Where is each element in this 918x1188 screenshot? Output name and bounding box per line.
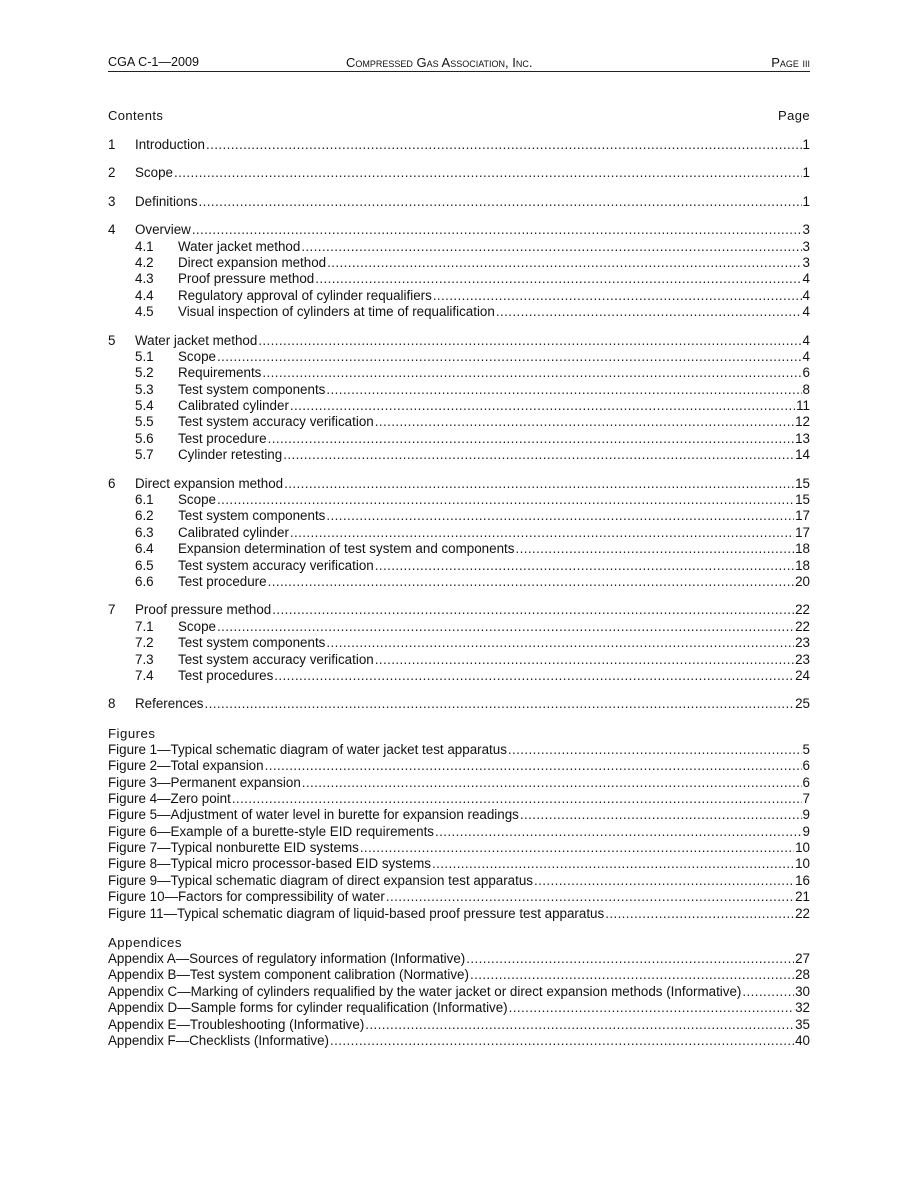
dot-leader	[330, 1033, 794, 1049]
dot-leader	[742, 984, 794, 1000]
entry-page-number: 32	[795, 1000, 810, 1016]
toc-subentry[interactable]	[108, 382, 810, 398]
entry-title: Test system accuracy verification	[178, 414, 374, 430]
dot-leader	[326, 382, 801, 398]
entry-title: Overview	[135, 222, 191, 238]
entry-title: Appendix C—Marking of cylinders requalified by the water jacket or direct expansion methods (Informative)	[108, 983, 742, 999]
toc-subentry[interactable]	[108, 492, 810, 508]
entry-title: Appendix E—Troubleshooting (Informative)	[108, 1016, 365, 1032]
entry-page-number: 8	[802, 381, 810, 397]
entry-page-number: 17	[795, 508, 810, 524]
dot-leader	[605, 906, 794, 922]
entry-page-number: 27	[795, 951, 810, 967]
dot-leader	[326, 635, 794, 651]
dot-leader	[432, 856, 794, 872]
entry-title: Figure 2—Total expansion	[108, 758, 264, 774]
entry-number: 6.1	[135, 492, 154, 508]
toc-entry[interactable]	[108, 222, 810, 238]
dot-leader	[435, 824, 802, 840]
dot-leader	[520, 807, 802, 823]
toc-subentry[interactable]	[108, 635, 810, 651]
dot-leader	[272, 602, 794, 618]
entry-title: Figure 9—Typical schematic diagram of direct expansion test apparatus	[108, 872, 533, 888]
entry-number: 5	[108, 332, 116, 348]
figures-list	[108, 725, 810, 922]
entry-title: Regulatory approval of cylinder requalifiers	[178, 287, 432, 303]
entry-title: Proof pressure method	[178, 271, 315, 287]
entry-page-number: 7	[802, 790, 810, 806]
entry-title: Test procedure	[178, 573, 267, 589]
toc-subentry[interactable]	[108, 414, 810, 430]
entry-title: Test procedure	[178, 430, 267, 446]
toc-section	[108, 602, 810, 684]
figure-entry[interactable]	[108, 807, 810, 823]
entry-title: Test system accuracy verification	[178, 557, 374, 573]
entry-number: 4.3	[135, 271, 154, 287]
entry-title: Test system components	[178, 508, 326, 524]
entry-page-number: 6	[802, 758, 810, 774]
entry-title: Test system components	[178, 635, 326, 651]
table-of-contents	[108, 137, 810, 1061]
entry-title: Proof pressure method	[135, 602, 272, 618]
header-organization: Compressed Gas Association, Inc.	[346, 55, 533, 70]
toc-section	[108, 333, 810, 464]
entry-title: Figure 5—Adjustment of water level in burette for expansion readings	[108, 807, 519, 823]
toc-entry[interactable]	[108, 476, 810, 492]
toc-subentry[interactable]	[108, 619, 810, 635]
entry-title: Scope	[178, 618, 216, 634]
entry-number: 6.6	[135, 573, 154, 589]
entry-title: Figure 8—Typical micro processor-based EID systems	[108, 856, 431, 872]
toc-subentry[interactable]	[108, 574, 810, 590]
dot-leader	[365, 1017, 794, 1033]
entry-title: Figure 11—Typical schematic diagram of liquid-based proof pressure test apparatus	[108, 905, 605, 921]
entry-page-number: 4	[802, 304, 810, 320]
entry-title: Expansion determination of test system and components	[178, 541, 515, 557]
entry-page-number: 28	[795, 967, 810, 983]
dot-leader	[509, 1000, 794, 1016]
toc-entry[interactable]	[108, 602, 810, 618]
entry-title: Scope	[178, 492, 216, 508]
toc-subentry[interactable]	[108, 558, 810, 574]
dot-leader	[386, 889, 794, 905]
entry-page-number: 18	[795, 541, 810, 557]
entry-page-number: 22	[795, 618, 810, 634]
dot-leader	[217, 492, 794, 508]
dot-leader	[217, 619, 794, 635]
toc-subentry[interactable]	[108, 652, 810, 668]
toc-subentry[interactable]	[108, 304, 810, 320]
toc-entry[interactable]	[108, 165, 810, 181]
entry-page-number: 1	[802, 193, 810, 209]
appendices-heading: Appendices	[108, 935, 182, 951]
figure-entry[interactable]	[108, 824, 810, 840]
entry-title: Appendix F—Checklists (Informative)	[108, 1032, 330, 1048]
entry-page-number: 4	[802, 271, 810, 287]
entry-title: Direct expansion method	[135, 475, 284, 491]
figure-entry[interactable]	[108, 906, 810, 922]
entry-page-number: 23	[795, 635, 810, 651]
dot-leader	[199, 194, 802, 210]
entry-title: Calibrated cylinder	[178, 524, 289, 540]
entry-page-number: 18	[795, 557, 810, 573]
dot-leader	[360, 840, 794, 856]
entry-number: 6	[108, 475, 116, 491]
toc-section	[108, 222, 810, 320]
toc-subentry[interactable]	[108, 508, 810, 524]
entry-number: 5.6	[135, 430, 154, 446]
dot-leader	[327, 255, 801, 271]
appendix-entry[interactable]	[108, 951, 810, 967]
figure-entry[interactable]	[108, 775, 810, 791]
entry-number: 4	[108, 222, 116, 238]
toc-entry[interactable]	[108, 194, 810, 210]
entry-title: Figure 6—Example of a burette-style EID requirements	[108, 823, 434, 839]
toc-entry[interactable]	[108, 137, 810, 153]
toc-subentry[interactable]	[108, 255, 810, 271]
dot-leader	[433, 288, 802, 304]
dot-leader	[217, 349, 802, 365]
entry-page-number: 4	[802, 348, 810, 364]
entry-page-number: 30	[795, 983, 810, 999]
entry-title: Test system accuracy verification	[178, 651, 374, 667]
entry-title: Figure 10—Factors for compressibility of water	[108, 889, 385, 905]
entry-number: 4.2	[135, 254, 154, 270]
entry-title: Figure 3—Permanent expansion	[108, 774, 301, 790]
toc-subentry[interactable]	[108, 288, 810, 304]
entry-title: Figure 1—Typical schematic diagram of water jacket test apparatus	[108, 741, 507, 757]
entry-page-number: 17	[795, 524, 810, 540]
entry-number: 5.1	[135, 348, 154, 364]
entry-number: 5.4	[135, 398, 154, 414]
entry-page-number: 4	[802, 287, 810, 303]
entry-number: 5.2	[135, 365, 154, 381]
toc-section	[108, 696, 810, 712]
dot-leader	[290, 525, 794, 541]
appendices-list	[108, 934, 810, 1049]
entry-number: 5.7	[135, 447, 154, 463]
entry-title: References	[135, 696, 204, 712]
entry-page-number: 9	[802, 823, 810, 839]
toc-section	[108, 137, 810, 153]
figure-entry[interactable]	[108, 742, 810, 758]
entry-number: 8	[108, 696, 116, 712]
toc-subentry[interactable]	[108, 525, 810, 541]
appendix-entry[interactable]	[108, 967, 810, 983]
toc-subentry[interactable]	[108, 398, 810, 414]
dot-leader	[466, 951, 794, 967]
entry-number: 7	[108, 602, 116, 618]
entry-page-number: 14	[795, 447, 810, 463]
toc-subentry[interactable]	[108, 431, 810, 447]
toc-subentry[interactable]	[108, 541, 810, 557]
dot-leader	[174, 165, 802, 181]
dot-leader	[496, 304, 802, 320]
entry-number: 3	[108, 193, 116, 209]
entry-page-number: 15	[795, 492, 810, 508]
dot-leader	[283, 447, 794, 463]
figures-heading: Figures	[108, 725, 156, 741]
entry-page-number: 10	[795, 856, 810, 872]
dot-leader	[204, 696, 794, 712]
entry-page-number: 13	[795, 430, 810, 446]
toc-subentry[interactable]	[108, 239, 810, 255]
entry-page-number: 40	[795, 1032, 810, 1048]
appendix-entry[interactable]	[108, 1033, 810, 1049]
toc-entry[interactable]	[108, 333, 810, 349]
dot-leader	[258, 333, 801, 349]
entry-title: Water jacket method	[178, 238, 301, 254]
toc-subentry[interactable]	[108, 365, 810, 381]
entry-page-number: 22	[795, 602, 810, 618]
entry-title: Definitions	[135, 193, 198, 209]
entry-page-number: 12	[795, 414, 810, 430]
entry-page-number: 10	[795, 840, 810, 856]
dot-leader	[515, 541, 794, 557]
entry-page-number: 6	[802, 774, 810, 790]
entry-title: Cylinder retesting	[178, 447, 283, 463]
entry-title: Figure 7—Typical nonburette EID systems	[108, 840, 359, 856]
entry-title: Calibrated cylinder	[178, 398, 289, 414]
figure-entry[interactable]	[108, 840, 810, 856]
contents-page-label: Page	[778, 108, 810, 123]
toc-section	[108, 194, 810, 210]
dot-leader	[206, 137, 802, 153]
entry-title: Direct expansion method	[178, 254, 327, 270]
toc-subentry[interactable]	[108, 271, 810, 287]
entry-page-number: 22	[795, 905, 810, 921]
dot-leader	[508, 742, 802, 758]
entry-number: 7.3	[135, 651, 154, 667]
entry-page-number: 21	[795, 889, 810, 905]
entry-page-number: 11	[796, 398, 810, 414]
entry-number: 4.5	[135, 304, 154, 320]
entry-page-number: 24	[795, 667, 810, 683]
dot-leader	[315, 271, 801, 287]
entry-number: 7.1	[135, 618, 154, 634]
entry-page-number: 35	[795, 1016, 810, 1032]
entry-title: Test system components	[178, 381, 326, 397]
entry-number: 4.4	[135, 287, 154, 303]
entry-title: Scope	[178, 348, 216, 364]
figure-entry[interactable]	[108, 873, 810, 889]
entry-title: Scope	[135, 165, 173, 181]
page-header	[108, 55, 810, 72]
entry-number: 5.3	[135, 381, 154, 397]
entry-title: Appendix B—Test system component calibration (Normative)	[108, 967, 469, 983]
entry-page-number: 3	[802, 238, 810, 254]
entry-number: 6.2	[135, 508, 154, 524]
dot-leader	[268, 431, 795, 447]
header-page-number: Page iii	[771, 55, 810, 70]
entry-title: Introduction	[135, 137, 205, 152]
entry-title: Visual inspection of cylinders at time of requalification	[178, 304, 495, 320]
entry-title: Requirements	[178, 365, 262, 381]
entry-number: 6.4	[135, 541, 154, 557]
figure-entry[interactable]	[108, 758, 810, 774]
toc-subentry[interactable]	[108, 447, 810, 463]
entry-page-number: 5	[802, 741, 810, 757]
dot-leader	[232, 791, 802, 807]
entry-page-number: 6	[802, 365, 810, 381]
appendix-entry[interactable]	[108, 1000, 810, 1016]
figure-entry[interactable]	[108, 856, 810, 872]
entry-title: Figure 4—Zero point	[108, 790, 231, 806]
dot-leader	[302, 775, 802, 791]
entry-page-number: 1	[802, 165, 810, 181]
header-doc-id: CGA C-1—2009	[108, 55, 199, 69]
entry-page-number: 20	[795, 573, 810, 589]
entry-number: 6.3	[135, 524, 154, 540]
entry-number: 6.5	[135, 557, 154, 573]
dot-leader	[326, 508, 794, 524]
entry-page-number: 3	[802, 222, 810, 238]
entry-number: 7.4	[135, 667, 154, 683]
entry-title: Appendix D—Sample forms for cylinder requalification (Informative)	[108, 1000, 508, 1016]
contents-title: Contents	[108, 108, 164, 123]
toc-subentry[interactable]	[108, 349, 810, 365]
figure-entry[interactable]	[108, 889, 810, 905]
entry-title: Test procedures	[178, 667, 274, 683]
appendix-entry[interactable]	[108, 1017, 810, 1033]
appendix-entry[interactable]	[108, 984, 810, 1000]
toc-section	[108, 165, 810, 181]
entry-page-number: 25	[795, 696, 810, 712]
dot-leader	[375, 558, 794, 574]
toc-subentry[interactable]	[108, 668, 810, 684]
toc-section	[108, 476, 810, 591]
dot-leader	[192, 222, 802, 238]
entry-title: Appendix A—Sources of regulatory information (Informative)	[108, 951, 466, 967]
entry-number: 5.5	[135, 414, 154, 430]
entry-number: 1	[108, 137, 116, 152]
dot-leader	[290, 398, 795, 414]
entry-page-number: 1	[802, 137, 810, 152]
entry-page-number: 9	[802, 807, 810, 823]
dot-leader	[470, 967, 794, 983]
entry-page-number: 16	[795, 872, 810, 888]
entry-page-number: 3	[802, 254, 810, 270]
entry-number: 2	[108, 165, 116, 181]
dot-leader	[534, 873, 794, 889]
toc-entry[interactable]	[108, 696, 810, 712]
figure-entry[interactable]	[108, 791, 810, 807]
dot-leader	[265, 758, 802, 774]
dot-leader	[284, 476, 794, 492]
entry-number: 7.2	[135, 635, 154, 651]
dot-leader	[375, 414, 794, 430]
entry-number: 4.1	[135, 238, 154, 254]
entry-title: Water jacket method	[135, 332, 258, 348]
entry-page-number: 15	[795, 475, 810, 491]
dot-leader	[268, 574, 795, 590]
dot-leader	[301, 239, 801, 255]
entry-page-number: 4	[802, 332, 810, 348]
contents-heading-row	[108, 108, 810, 125]
dot-leader	[262, 365, 801, 381]
dot-leader	[274, 668, 794, 684]
dot-leader	[375, 652, 794, 668]
entry-page-number: 23	[795, 651, 810, 667]
